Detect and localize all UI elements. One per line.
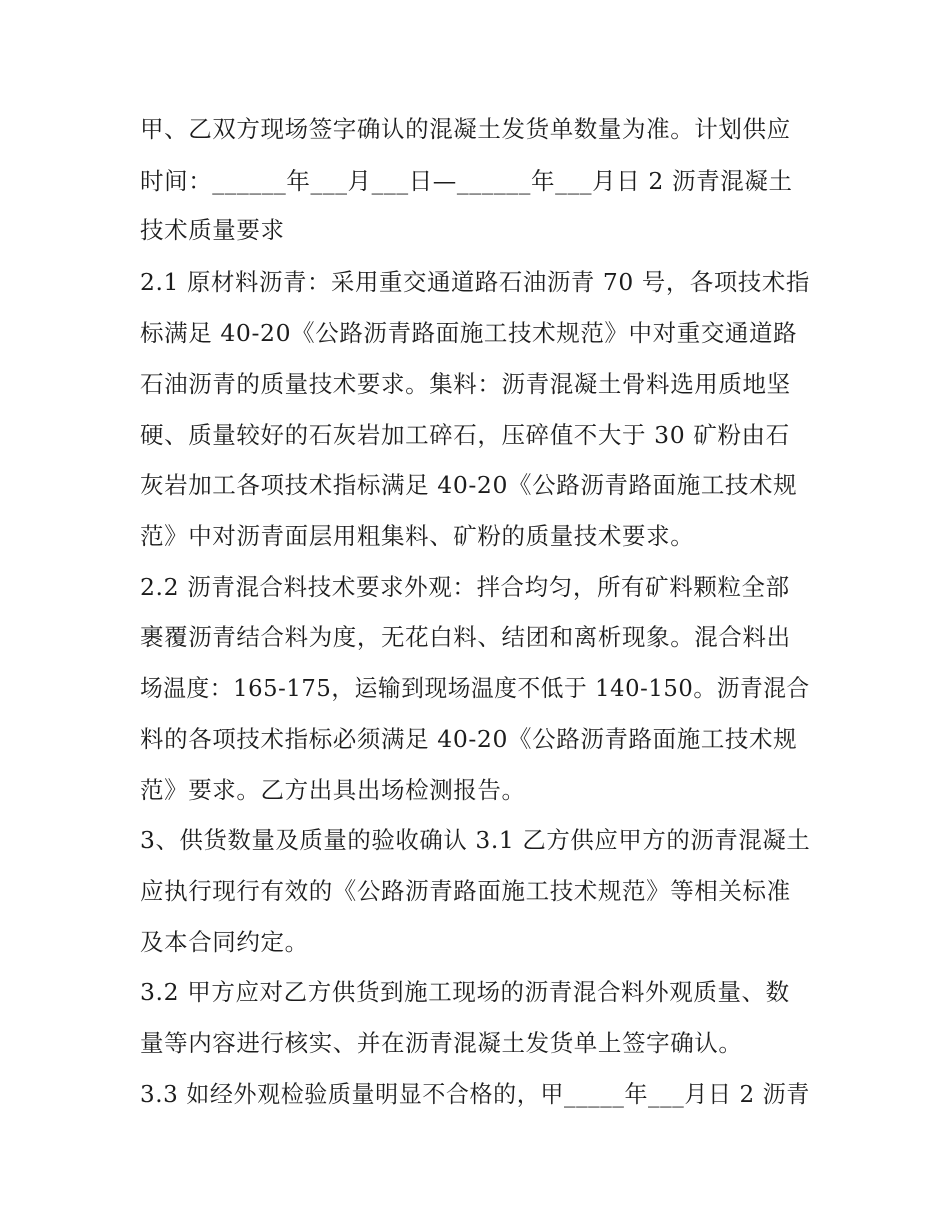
text-line: 范》要求。乙方出具出场检测报告。 [140,776,526,804]
text-line: 量等内容进行核实、并在沥青混凝土发货单上签字确认。 [140,1029,743,1057]
text-line: 甲、乙双方现场签字确认的混凝土发货单数量为准。计划供应 [140,115,791,143]
text-line: 时间：______年___月___日—______年___月日 2 沥青混凝土 [140,167,793,195]
text-line: 石油沥青的质量技术要求。集料：沥青混凝土骨料选用质地坚 [140,370,791,398]
text-line: 范》中对沥青面层用粗集料、矿粉的质量技术要求。 [140,522,695,550]
text-line: 灰岩加工各项技术指标满足 40-20《公路沥青路面施工技术规 [140,471,798,499]
text-line: 标满足 40-20《公路沥青路面施工技术规范》中对重交通道路 [140,319,798,347]
text-line: 及本合同约定。 [140,928,309,956]
text-line: 3.2 甲方应对乙方供货到施工现场的沥青混合料外观质量、数 [140,978,790,1006]
text-line: 场温度：165-175，运输到现场温度不低于 140-150。沥青混合 [140,674,810,702]
text-line: 硬、质量较好的石灰岩加工碎石，压碎值不大于 30 矿粉由石 [140,421,790,449]
text-line: 3、供货数量及质量的验收确认 3.1 乙方供应甲方的沥青混凝土 [140,826,811,854]
text-line: 裹覆沥青结合料为度，无花白料、结团和离析现象。混合料出 [140,623,791,651]
text-line: 2.2 沥青混合料技术要求外观：拌合均匀，所有矿料颗粒全部 [140,573,790,601]
text-line: 2.1 原材料沥青：采用重交通道路石油沥青 70 号，各项技术指 [140,268,810,296]
text-line: 技术质量要求 [140,216,285,244]
text-line: 3.3 如经外观检验质量明显不合格的，甲_____年___月日 2 沥青 [140,1080,810,1108]
text-line: 料的各项技术指标必须满足 40-20《公路沥青路面施工技术规 [140,725,798,753]
text-line: 应执行现行有效的《公路沥青路面施工技术规范》等相关标准 [140,877,791,905]
